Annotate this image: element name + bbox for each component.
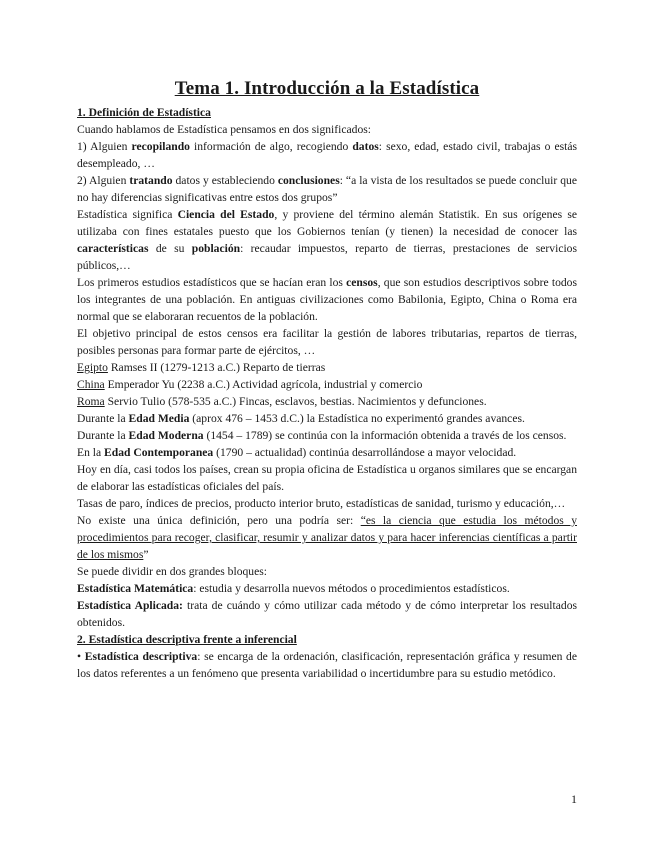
edad-contemporanea-paragraph: En la Edad Contemporanea (1790 – actualidad) continúa desarrollándose a mayor velocidad.: [77, 446, 517, 459]
definition-paragraph: Estadística significa Ciencia del Estado, y proviene del término alemán Statistik. En sus orígenes se utilizaba con fines estatales puesto que los Gobiernos tenían (y tienen) la necesidad de conocer las características de su población: recaudar impuestos, reparto de tierras, prestaciones de servicios públicos,…: [77, 208, 577, 272]
china-line: China Emperador Yu (2238 a.C.) Actividad agrícola, industrial y comercio: [77, 378, 423, 391]
hoy-paragraph: Hoy en día, casi todos los países, crean su propia oficina de Estadística u organos similares que se encargan de elaborar las estadísticas oficiales del país.: [77, 463, 577, 493]
roma-line: Roma Servio Tulio (578-535 a.C.) Fincas, esclavos, bestias. Nacimientos y defunciones.: [77, 395, 487, 408]
meaning-2-paragraph: 2) Alguien tratando datos y estableciendo conclusiones: “a la vista de los resultados se puede concluir que no hay diferencias significativas entre estos dos grupos”: [77, 174, 577, 204]
objetivo-paragraph: El objetivo principal de estos censos era facilitar la gestión de labores tributarias, repartos de tierras, posibles personas para formar parte de ejércitos, …: [77, 327, 577, 357]
definicion-unica-paragraph: No existe una única definición, pero una podría ser: “es la ciencia que estudia los métodos y procedimientos para recoger, clasificar, resumir y analizar datos y para hacer inferencias científicas a partir de los mismos”: [77, 514, 577, 561]
matematica-paragraph: Estadística Matemática: estudia y desarrolla nuevos métodos o procedimientos estadísticos.: [77, 582, 510, 595]
descriptiva-paragraph: • Estadística descriptiva: se encarga de la ordenación, clasificación, representación gráfica y resumen de los datos referentes a un fenómeno que presenta variabilidad o incertidumbre para su estudio metódico.: [77, 650, 577, 680]
page-number: 1: [571, 792, 577, 806]
meaning-1-paragraph: 1) Alguien recopilando información de algo, recogiendo datos: sexo, edad, estado civil, trabajas o estás desempleado, …: [77, 140, 578, 170]
edad-moderna-paragraph: Durante la Edad Moderna (1454 – 1789) se continúa con la información obtenida a través de los censos.: [77, 429, 567, 442]
intro-paragraph: Cuando hablamos de Estadística pensamos en dos significados:: [77, 123, 371, 136]
page-title: Tema 1. Introducción a la Estadística: [174, 78, 480, 99]
section-1-heading: 1. Definición de Estadística: [77, 106, 211, 119]
bloques-paragraph: Se puede dividir en dos grandes bloques:: [77, 565, 267, 578]
aplicada-paragraph: Estadística Aplicada: trata de cuándo y cómo utilizar cada método y de cómo interpretar los resultados obtenidos.: [77, 599, 577, 629]
document-page: [77, 78, 577, 682]
egipto-line: Egipto Ramses II (1279-1213 a.C.) Reparto de tierras: [77, 361, 326, 374]
edad-media-paragraph: Durante la Edad Media (aprox 476 – 1453 d.C.) la Estadística no experimentó grandes avances.: [77, 412, 525, 425]
section-2-heading: 2. Estadística descriptiva frente a inferencial: [77, 633, 297, 646]
censos-paragraph: Los primeros estudios estadísticos que se hacían eran los censos, que son estudios descriptivos sobre todos los integrantes de una población. En antiguas civilizaciones como Babilonia, Egipto, China o Roma era normal que se elaboraran recuentos de la población.: [77, 276, 577, 323]
tasas-paragraph: Tasas de paro, índices de precios, producto interior bruto, estadísticas de sanidad, turismo y educación,…: [77, 497, 566, 510]
